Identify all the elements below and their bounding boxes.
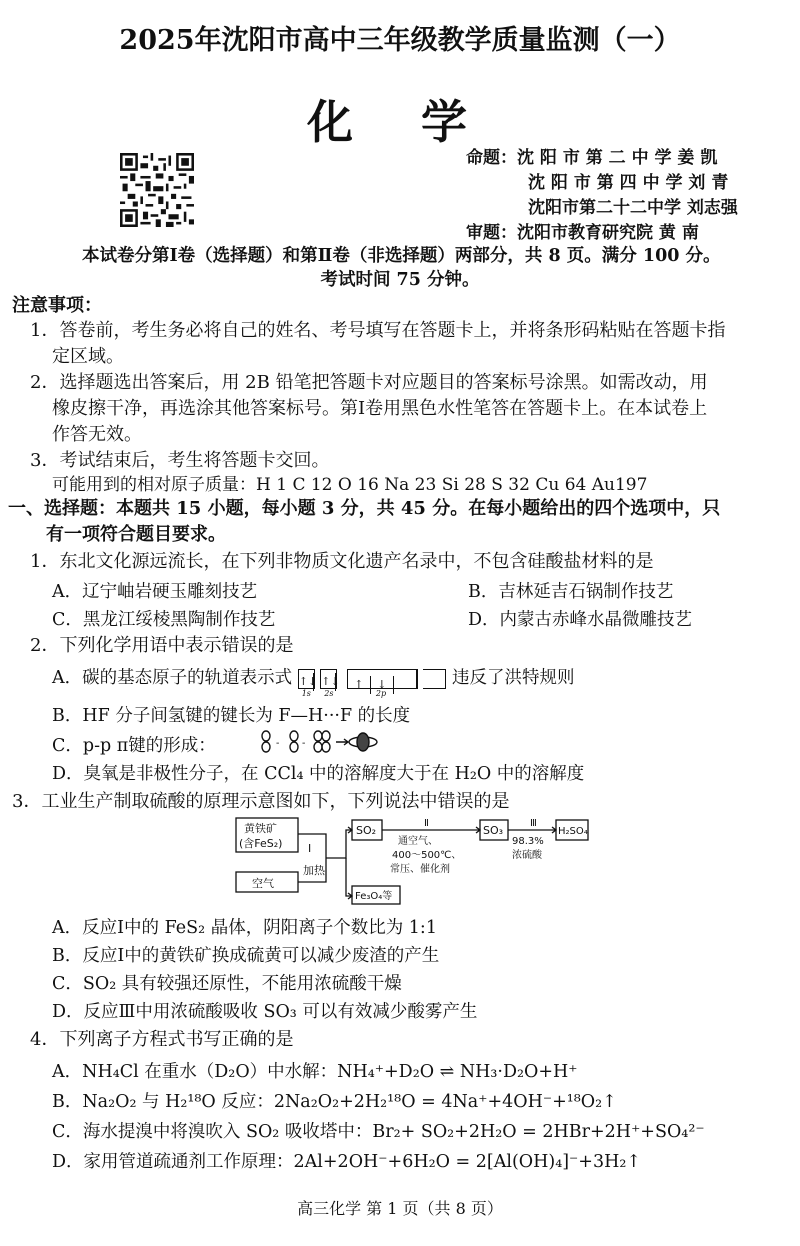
option-c: C．SO₂ 具有较强还原性，不能用浓硫酸干燥 (52, 974, 402, 994)
option-c: C．海水提溴中将溴吹入 SO₂ 吸收塔中：Br₂+ SO₂+2H₂O = 2HBr+2H⁺+SO₄²⁻ (52, 1122, 705, 1142)
option-a (52, 664, 575, 698)
option-c: C．黑龙江绥棱黑陶制作技艺 (52, 610, 276, 630)
option-b: B．反应Ⅰ中的黄铁矿换成硫黄可以减少废渣的产生 (52, 946, 440, 966)
p-orbital-overlap-icon (260, 730, 378, 754)
diagram-condition: 常压、催化剂 (390, 864, 450, 875)
option-b: B．HF 分子间氢键的键长为 F—H···F 的长度 (52, 706, 411, 726)
diagram-condition: 400～500℃、 (392, 850, 462, 861)
orbital-label: 2s (324, 688, 334, 698)
notice-heading: 注意事项： (12, 295, 102, 316)
diagram-pyrite-sub: (含FeS₂) (239, 837, 283, 850)
option-d: D．臭氧是非极性分子，在 CCl₄ 中的溶解度大于在 H₂O 中的溶解度 (52, 764, 585, 784)
diagram-h2so4: H₂SO₄ (558, 826, 588, 837)
orbital-label: 2p (375, 688, 387, 698)
atomic-masses: 可能用到的相对原子质量：H 1 C 12 O 16 Na 23 Si 28 S 32 Cu 64 Au197 (52, 475, 648, 495)
option-a: A．反应Ⅰ中的 FeS₂ 晶体，阴阳离子个数比为 1:1 (52, 918, 437, 938)
page-footer: 高三化学 第 1 页（共 8 页） (297, 1199, 503, 1218)
diagram-acid-conc: 98.3% (512, 836, 544, 847)
diagram-pyrite: 黄铁矿 (244, 822, 277, 835)
diagram-step-2: Ⅱ (424, 818, 429, 829)
notice-item: 定区域。 (52, 346, 124, 367)
author-line: 沈阳市第二十二中学 刘志强 (528, 198, 738, 218)
question-stem: 3．工业生产制取硫酸的原理示意图如下，下列说法中错误的是 (12, 791, 510, 812)
orbital-box-1s: ↑↓ 1s (298, 669, 315, 689)
question-stem: 1．东北文化源远流长，在下列非物质文化遗产名录中，不包含硅酸盐材料的是 (30, 551, 654, 572)
section-heading: 一、选择题：本题共 15 小题，每小题 3 分，共 45 分。在每小题给出的四个选项中，只 (8, 498, 721, 519)
orbital-box-2s: ↑↓ 2s (320, 669, 337, 689)
option-a: A．NH₄Cl 在重水（D₂O）中水解：NH₄⁺+D₂O ⇌ NH₃·D₂O+H⁺ (52, 1062, 578, 1082)
exam-title: 2025年沈阳市高中三年级教学质量监测（一） (119, 25, 681, 56)
question-stem: 4．下列离子方程式书写正确的是 (30, 1029, 294, 1050)
diagram-condition: 通空气、 (398, 836, 438, 847)
option-b: B．Na₂O₂ 与 H₂¹⁸O 反应：2Na₂O₂+2H₂¹⁸O = 4Na⁺+4OH⁻+¹⁸O₂↑ (52, 1092, 617, 1112)
authors-label: 命题： (466, 148, 517, 168)
diagram-so2: SO₂ (356, 824, 377, 837)
option-a-suffix: 违反了洪特规则 (452, 668, 575, 688)
option-a-text: A．碳的基态原子的轨道表示式 (52, 668, 293, 688)
notice-item: 2．选择题选出答案后，用 2B 铅笔把答题卡对应题目的答案标号涂黑。如需改动，用 (30, 372, 708, 393)
diagram-step-3: Ⅲ (530, 818, 537, 829)
author-line: 沈 阳 市 第 二 中 学 姜 凯 (517, 148, 718, 168)
orbital-label: 1s (301, 688, 311, 698)
section-heading: 有一项符合题目要求。 (46, 524, 226, 545)
author-block (466, 146, 738, 246)
diagram-acid-name: 浓硫酸 (512, 850, 542, 861)
notice-item: 3．考试结束后，考生将答题卡交回。 (30, 450, 330, 471)
diagram-so3: SO₃ (483, 824, 504, 837)
option-d: D．内蒙古赤峰水晶微雕技艺 (468, 610, 693, 630)
qr-code-image (120, 153, 194, 227)
option-d: D．反应Ⅲ中用浓硫酸吸收 SO₃ 可以有效减少酸雾产生 (52, 1002, 478, 1022)
notice-item: 橡皮擦干净，再选涂其他答案标号。第Ⅰ卷用黑色水性笔答在答题卡上。在本试卷上 (52, 398, 708, 419)
option-c-text: C．p-p π键的形成： (52, 736, 216, 756)
sulfuric-acid-process-diagram (230, 816, 590, 906)
option-b: B．吉林延吉石锅制作技艺 (468, 582, 674, 602)
notice-item: 作答无效。 (52, 424, 142, 445)
diagram-heat: 加热 (303, 864, 325, 877)
diagram-fe3o4: Fe₃O₄等 (355, 891, 393, 902)
subject-title: 化 学 (306, 95, 493, 149)
question-stem: 2．下列化学用语中表示错误的是 (30, 635, 294, 656)
diagram-step-1: Ⅰ (308, 842, 312, 855)
reviewer-line: 沈阳市教育研究院 黄 南 (517, 223, 699, 243)
orbital-box-2p: ↑ ↓ 2p (347, 669, 418, 689)
diagram-air: 空气 (252, 877, 274, 890)
svg-text:-: - (302, 738, 306, 749)
author-line: 沈 阳 市 第 四 中 学 刘 青 (528, 173, 729, 193)
intro-time: 考试时间 75 分钟。 (320, 270, 480, 290)
option-a: A．辽宁岫岩硬玉雕刻技艺 (52, 582, 258, 602)
svg-text:-: - (276, 738, 280, 749)
reviewer-label: 审题： (466, 223, 517, 243)
option-d: D．家用管道疏通剂工作原理：2Al+2OH⁻+6H₂O = 2[Al(OH)₄]⁻+3H₂↑ (52, 1152, 642, 1172)
intro-line: 本试卷分第Ⅰ卷（选择题）和第Ⅱ卷（非选择题）两部分，共 8 页。满分 100 分。 (82, 246, 721, 266)
notice-item: 1．答卷前，考生务必将自己的姓名、考号填写在答题卡上，并将条形码粘贴在答题卡指 (30, 320, 726, 341)
